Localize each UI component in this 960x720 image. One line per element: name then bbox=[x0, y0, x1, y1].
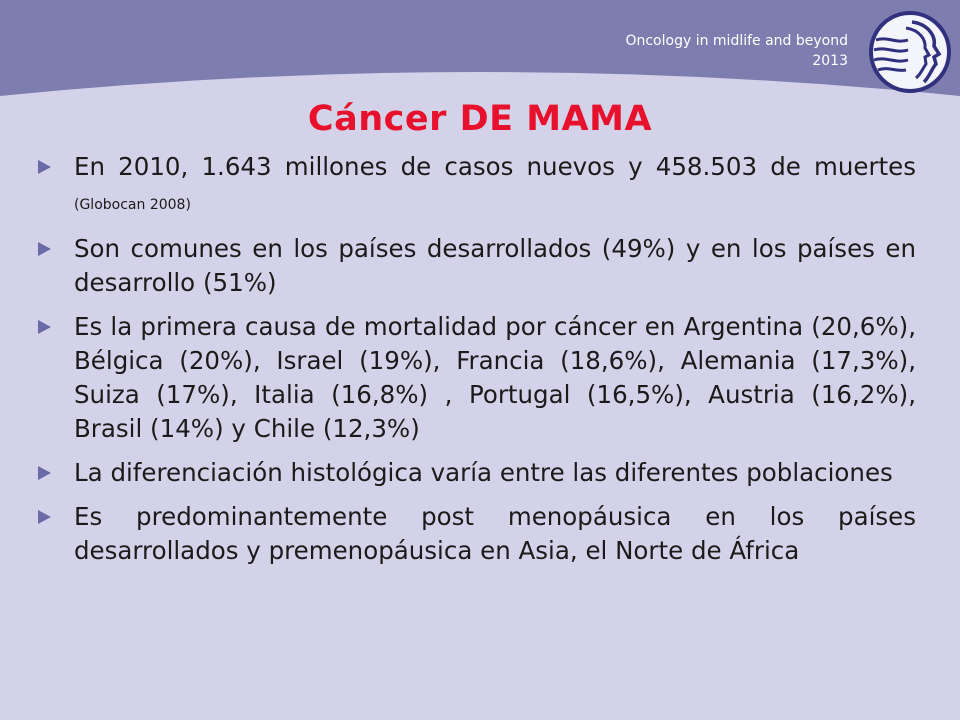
profile-faces-logo-icon bbox=[868, 10, 952, 94]
arrow-bullet-icon bbox=[38, 320, 51, 334]
bullet-text: La diferenciación histológica varía entre las diferentes poblaciones bbox=[74, 458, 893, 487]
bullet-item bbox=[36, 310, 916, 446]
bullet-text: En 2010, 1.643 millones de casos nuevos y 458.503 de muertes bbox=[74, 152, 916, 181]
bullet-item bbox=[36, 500, 916, 568]
bullet-source: (Globocan 2008) bbox=[74, 197, 191, 213]
arrow-bullet-icon bbox=[38, 466, 51, 480]
bullet-item bbox=[36, 232, 916, 300]
slide-title: Cáncer DE MAMA bbox=[307, 99, 653, 139]
arrow-bullet-icon bbox=[38, 242, 51, 256]
arrow-bullet-icon bbox=[38, 160, 51, 174]
bullet-item bbox=[36, 150, 916, 222]
header-line-1: Oncology in midlife and beyond bbox=[625, 33, 848, 49]
header-line-2: 2013 bbox=[812, 53, 848, 69]
bullet-list bbox=[36, 150, 916, 578]
bullet-text: Es predominantemente post menopáusica en los países desarrollados y premenopáusica en Asia, el Norte de África bbox=[74, 502, 916, 565]
bullet-item bbox=[36, 456, 916, 490]
arrow-bullet-icon bbox=[38, 510, 51, 524]
header-text bbox=[625, 31, 848, 71]
bullet-text: Son comunes en los países desarrollados (49%) y en los países en desarrollo (51%) bbox=[74, 234, 916, 297]
bullet-text: Es la primera causa de mortalidad por cáncer en Argentina (20,6%), Bélgica (20%), Israel (19%), Francia (18,6%), Alemania (17,3%), Suiza (17%), Italia (16,8%) , Portugal (16,5%), Austria (16,2%), Brasil (14%) y Chile (12,3%) bbox=[74, 312, 916, 443]
